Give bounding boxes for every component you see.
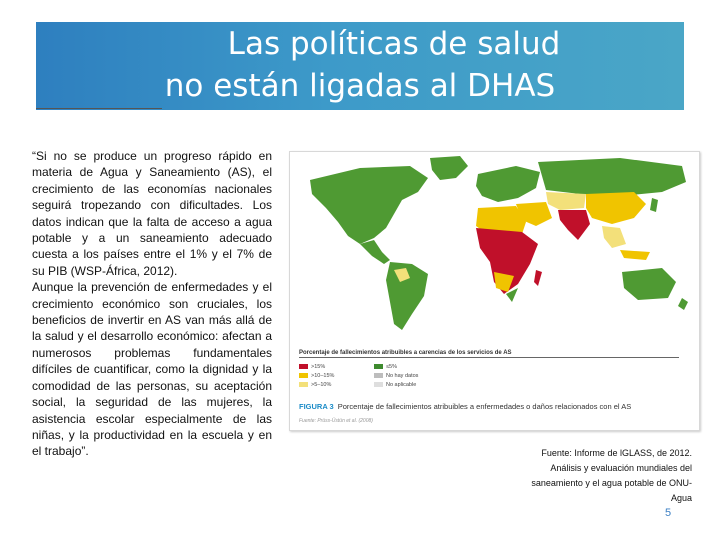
legend-swatch xyxy=(299,364,308,369)
legend-item xyxy=(299,364,325,370)
legend-label: No hay datos xyxy=(386,373,419,379)
legend-item xyxy=(299,382,331,388)
figure-caption xyxy=(299,402,631,411)
slide-title-line-2: no están ligadas al DHAS xyxy=(164,68,556,104)
legend-label: No aplicable xyxy=(386,382,417,388)
quote-paragraph-1: “Si no se produce un progreso rápido en materia de Agua y Saneamiento (AS), el crecimiento de las economías nacionales seguirá tropezando con dificultades. Los datos indican que la falta de acceso a agua potable y a un saneamiento adecuado cuesta a los países entre el 1% y el 7% de su PIB (WSP-África, 2012). xyxy=(32,149,272,278)
figure-caption-text: Porcentaje de fallecimientos atribuibles a enfermedades o daños relacionados con el AS xyxy=(337,402,632,411)
figure-caption-label: FIGURA 3 xyxy=(299,402,334,411)
quote-text xyxy=(32,148,272,460)
quote-paragraph-2: Aunque la prevención de enfermedades y el crecimiento económico son cruciales, los beneficios de invertir en AS van más allá de la salud y el desarrollo económico: afectan a numerosos problemas fundamentales difíciles de cuantificar, como la dignidad y la comodidad de las personas, su aceptación social, la seguridad de las mujeres, la asistencia escolar especialmente de las niñas, y la productividad en la escuela y en el trabajo”. xyxy=(32,280,272,459)
slide-title-line-1: Las políticas de salud xyxy=(227,26,561,62)
legend-label: >5–10% xyxy=(311,382,332,388)
legend-label: >15% xyxy=(311,364,326,370)
title-banner xyxy=(36,22,684,110)
legend-swatch xyxy=(374,373,383,378)
legend-label: >10–15% xyxy=(311,373,335,379)
source-citation: Fuente: Informe de lGLASS, de 2012. Análisis y evaluación mundiales del saneamiento y el agua potable de ONU-Agua xyxy=(531,448,692,503)
legend-swatch xyxy=(374,364,383,369)
legend-swatch xyxy=(299,382,308,387)
north-asia-region xyxy=(538,158,686,196)
legend-item xyxy=(374,364,397,370)
legend-item xyxy=(299,373,334,379)
legend-item xyxy=(374,373,418,379)
legend-divider xyxy=(299,357,679,358)
world-map xyxy=(290,152,699,342)
legend-swatch xyxy=(299,373,308,378)
legend-title: Porcentaje de fallecimientos atribuibles a carencias de los servicios de AS xyxy=(299,350,512,356)
page-number: 5 xyxy=(665,507,672,519)
legend-label: ≤5% xyxy=(386,364,397,370)
legend-item xyxy=(374,382,416,388)
legend-swatch xyxy=(374,382,383,387)
figure-source-note: Fuente: Prüss-Üstün et al. (2008) xyxy=(299,418,373,424)
world-map-figure xyxy=(289,151,700,431)
title-underline xyxy=(36,108,162,109)
